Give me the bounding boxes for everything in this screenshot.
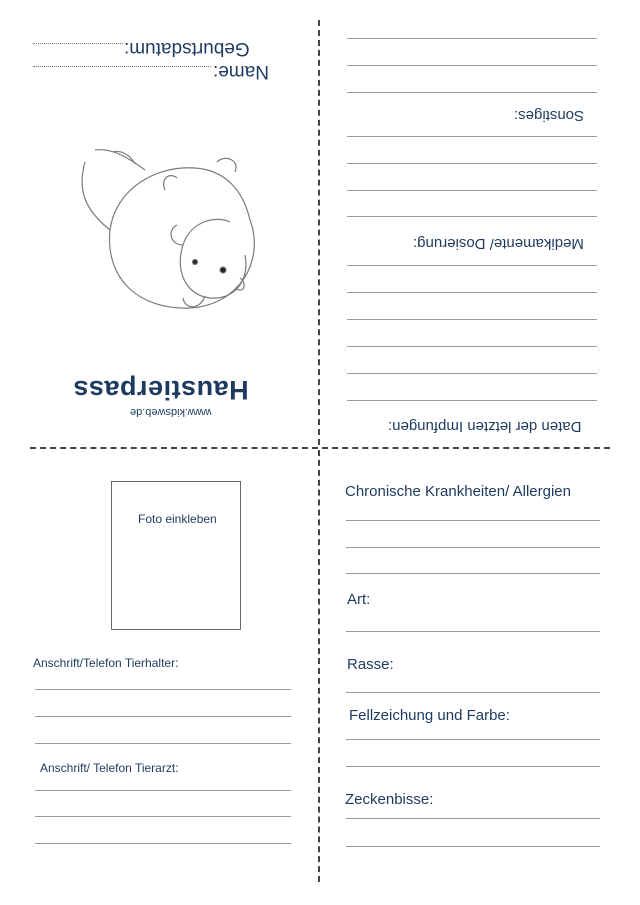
birth-date-field-line[interactable] — [33, 43, 123, 44]
photo-box[interactable] — [111, 481, 241, 630]
write-line[interactable] — [346, 766, 600, 767]
photo-label: Foto einkleben — [138, 512, 217, 526]
name-label: Name: — [213, 61, 269, 82]
write-line[interactable] — [346, 818, 600, 819]
other-label: Sonstiges: — [514, 107, 585, 124]
cover-panel — [0, 0, 316, 445]
write-line[interactable] — [347, 38, 597, 39]
write-line[interactable] — [347, 319, 597, 320]
write-line[interactable] — [347, 373, 597, 374]
write-line[interactable] — [347, 163, 597, 164]
write-line[interactable] — [347, 65, 597, 66]
write-line[interactable] — [346, 573, 600, 574]
website-label: www.kidsweb.de — [130, 406, 212, 418]
write-line[interactable] — [35, 843, 291, 844]
species-label: Art: — [347, 591, 371, 608]
write-line[interactable] — [35, 689, 291, 690]
breed-label: Rasse: — [347, 656, 394, 673]
write-line[interactable] — [346, 547, 600, 548]
write-line[interactable] — [346, 692, 600, 693]
birth-date-label: Geburtsdatum: — [124, 38, 250, 59]
guinea-pig-drawing-icon — [55, 140, 295, 340]
vet-address-label: Anschrift/ Telefon Tierarzt: — [40, 761, 179, 775]
health-panel-top — [320, 0, 640, 445]
write-line[interactable] — [347, 346, 597, 347]
write-line[interactable] — [347, 292, 597, 293]
write-line[interactable] — [346, 846, 600, 847]
chronic-diseases-label: Chronische Krankheiten/ Allergien — [345, 483, 571, 500]
name-field-line[interactable] — [33, 66, 211, 67]
write-line[interactable] — [347, 136, 597, 137]
tick-bites-label: Zeckenbisse: — [345, 791, 434, 808]
write-line[interactable] — [347, 400, 597, 401]
write-line[interactable] — [347, 92, 597, 93]
write-line[interactable] — [35, 716, 291, 717]
write-line[interactable] — [347, 265, 597, 266]
horizontal-fold-line — [30, 447, 610, 449]
write-line[interactable] — [346, 520, 600, 521]
write-line[interactable] — [347, 190, 597, 191]
fur-color-label: Fellzeichung und Farbe: — [349, 707, 510, 724]
write-line[interactable] — [35, 816, 291, 817]
vertical-fold-line-bottom — [318, 450, 320, 882]
write-line[interactable] — [347, 216, 597, 217]
write-line[interactable] — [346, 739, 600, 740]
medication-label: Medikamente/ Dosierung: — [413, 235, 584, 252]
write-line[interactable] — [346, 631, 600, 632]
cover-title: Haustierpass — [73, 375, 249, 405]
owner-address-label: Anschrift/Telefon Tierhalter: — [33, 656, 179, 670]
vaccination-label: Daten der letzten Impfungen: — [388, 418, 582, 435]
write-line[interactable] — [35, 743, 291, 744]
write-line[interactable] — [35, 790, 291, 791]
